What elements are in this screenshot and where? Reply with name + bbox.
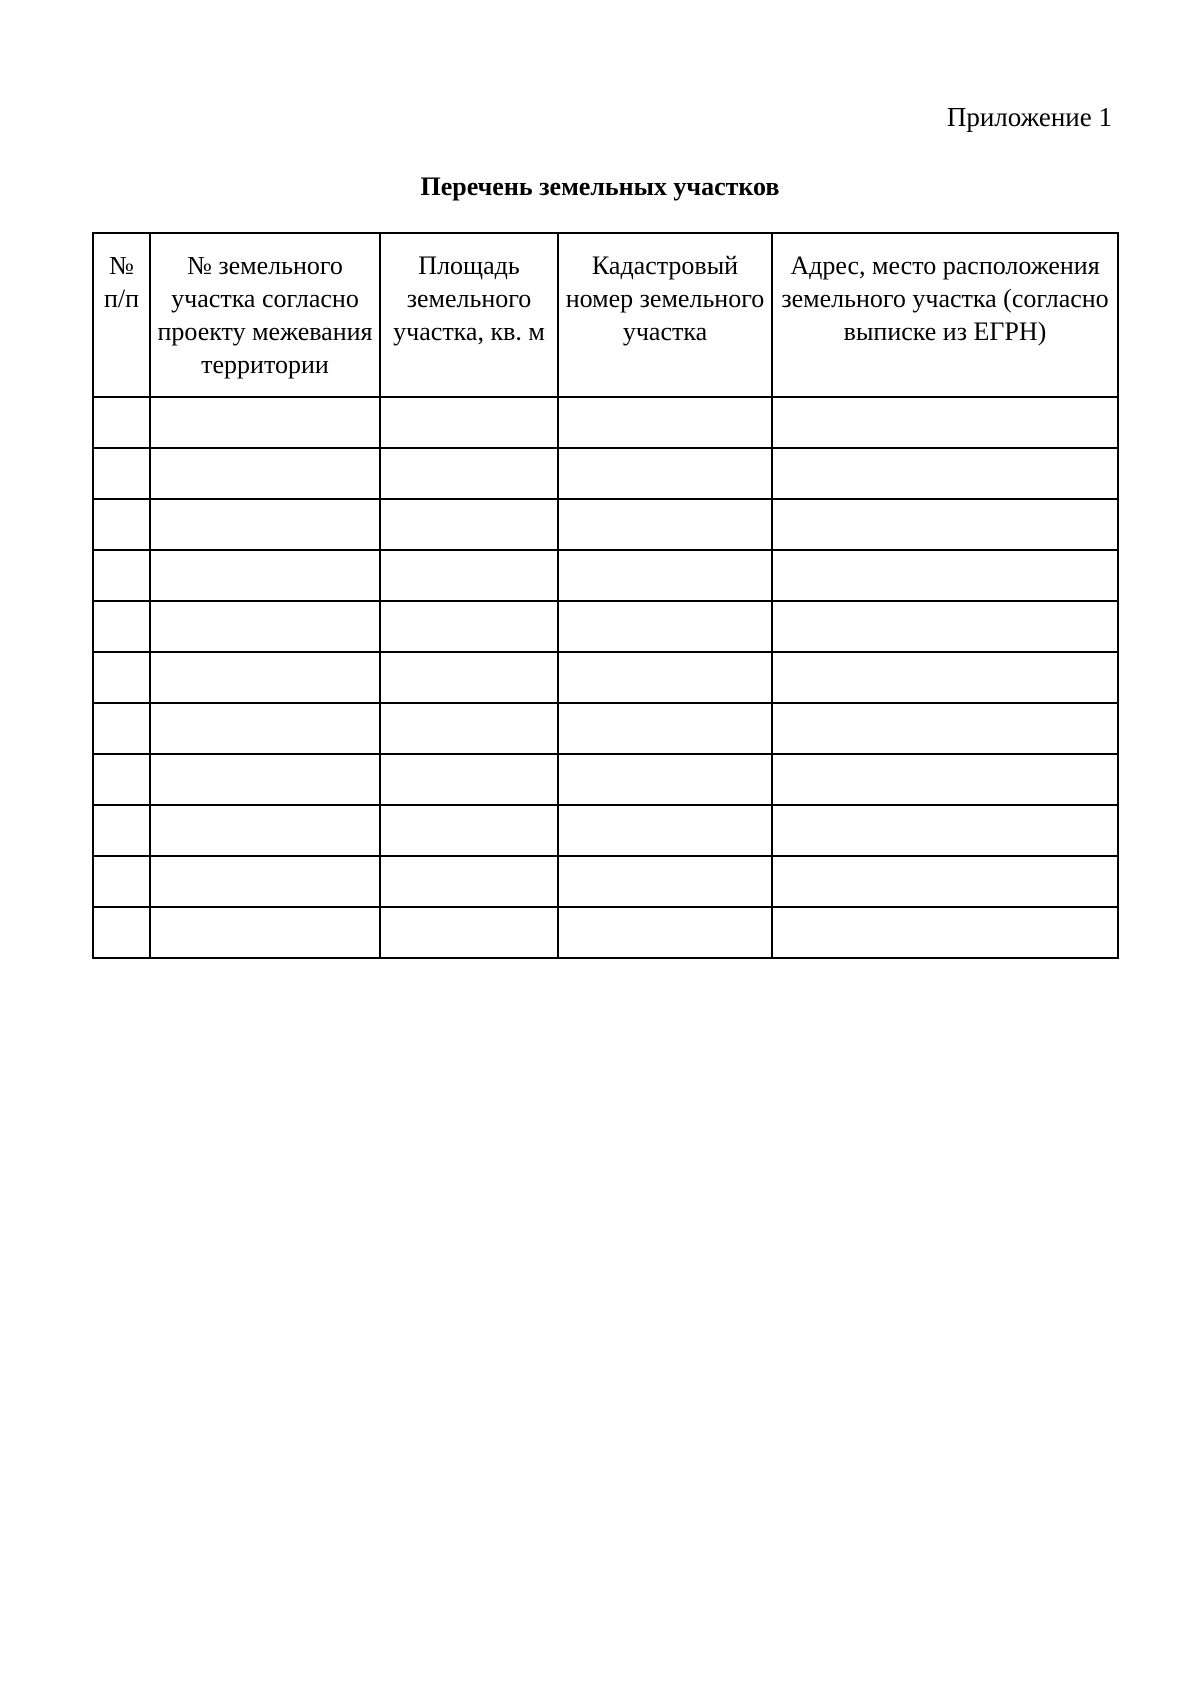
cell-cadastral-number — [558, 397, 772, 448]
cell-address — [772, 754, 1118, 805]
cell-number — [93, 652, 150, 703]
cell-cadastral-number — [558, 448, 772, 499]
document-title: Перечень земельных участков — [420, 172, 780, 201]
cell-plot-number — [150, 397, 380, 448]
cell-address — [772, 856, 1118, 907]
cell-cadastral-number — [558, 652, 772, 703]
cell-number — [93, 601, 150, 652]
table-row — [93, 703, 1118, 754]
table-body — [93, 397, 1118, 958]
table-row — [93, 448, 1118, 499]
cell-number — [93, 397, 150, 448]
cell-number — [93, 703, 150, 754]
cell-number — [93, 550, 150, 601]
cell-cadastral-number — [558, 499, 772, 550]
cell-number — [93, 907, 150, 958]
cell-plot-number — [150, 856, 380, 907]
cell-number — [93, 448, 150, 499]
cell-number — [93, 754, 150, 805]
cell-cadastral-number — [558, 754, 772, 805]
table-row — [93, 397, 1118, 448]
cell-number — [93, 499, 150, 550]
table-row — [93, 805, 1118, 856]
table-row — [93, 754, 1118, 805]
cell-plot-number — [150, 601, 380, 652]
header-address: Адрес, место расположения земельного участка (согласно выписке из ЕГРН) — [772, 233, 1118, 397]
cell-area — [380, 601, 558, 652]
cell-plot-number — [150, 805, 380, 856]
cell-area — [380, 397, 558, 448]
table-header-row — [93, 233, 1118, 397]
table-row — [93, 550, 1118, 601]
header-cadastral-number: Кадастровый номер земельного участка — [558, 233, 772, 397]
cell-plot-number — [150, 550, 380, 601]
cell-cadastral-number — [558, 703, 772, 754]
land-plots-table — [92, 232, 1119, 959]
cell-area — [380, 448, 558, 499]
cell-address — [772, 703, 1118, 754]
cell-address — [772, 805, 1118, 856]
cell-area — [380, 754, 558, 805]
table-row — [93, 601, 1118, 652]
cell-area — [380, 856, 558, 907]
cell-area — [380, 652, 558, 703]
cell-cadastral-number — [558, 550, 772, 601]
cell-area — [380, 703, 558, 754]
cell-plot-number — [150, 499, 380, 550]
appendix-label: Приложение 1 — [946, 102, 1112, 132]
cell-address — [772, 499, 1118, 550]
header-area: Площадь земельного участка, кв. м — [380, 233, 558, 397]
table-row — [93, 499, 1118, 550]
cell-area — [380, 550, 558, 601]
cell-address — [772, 397, 1118, 448]
table-row — [93, 652, 1118, 703]
table-row — [93, 907, 1118, 958]
cell-number — [93, 856, 150, 907]
cell-plot-number — [150, 448, 380, 499]
cell-area — [380, 907, 558, 958]
cell-cadastral-number — [558, 856, 772, 907]
cell-plot-number — [150, 703, 380, 754]
cell-plot-number — [150, 652, 380, 703]
cell-address — [772, 601, 1118, 652]
cell-cadastral-number — [558, 805, 772, 856]
cell-number — [93, 805, 150, 856]
header-plot-number: № земельного участка согласно проекту межевания территории — [150, 233, 380, 397]
cell-address — [772, 907, 1118, 958]
cell-address — [772, 550, 1118, 601]
table-row — [93, 856, 1118, 907]
cell-area — [380, 805, 558, 856]
header-number: № п/п — [93, 233, 150, 397]
cell-address — [772, 448, 1118, 499]
cell-cadastral-number — [558, 601, 772, 652]
cell-cadastral-number — [558, 907, 772, 958]
cell-plot-number — [150, 907, 380, 958]
cell-address — [772, 652, 1118, 703]
cell-area — [380, 499, 558, 550]
cell-plot-number — [150, 754, 380, 805]
